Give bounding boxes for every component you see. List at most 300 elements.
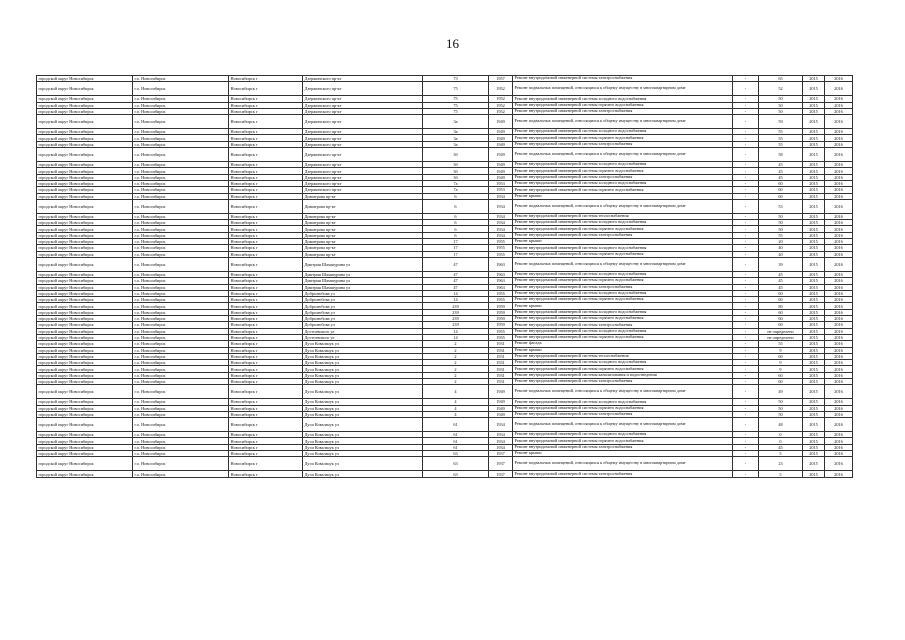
cell-work-type: Ремонт фасада — [513, 341, 733, 347]
cell-year: 1963 — [489, 271, 513, 277]
cell-city: Новосибирск г — [229, 444, 303, 450]
cell-year: 1949 — [489, 411, 513, 417]
cell-house: 2 — [423, 353, 489, 359]
cell-municipality: г.о. Новосибирск — [133, 135, 229, 141]
cell-year: 1952 — [489, 108, 513, 114]
cell-okrug: городской округ Новосибирск — [37, 303, 133, 309]
cell-work-type: Ремонт внутридомовой инженерной системы холодного водоснабжения — [513, 220, 733, 226]
cell-cost: 60 — [759, 316, 803, 322]
cell-municipality: г.о. Новосибирск — [133, 148, 229, 162]
cell-year-start: 2015 — [803, 239, 825, 245]
cell-street: Димитрова пр-кт — [303, 245, 423, 251]
cell-year-end: 2016 — [825, 174, 853, 180]
cell-city: Новосибирск г — [229, 148, 303, 162]
cell-okrug: городской округ Новосибирск — [37, 115, 133, 129]
cell-cost: 0 — [759, 432, 803, 438]
cell-year-start: 2015 — [803, 135, 825, 141]
cell-year-end: 2016 — [825, 220, 853, 226]
cell-street: Дзержинского пр-кт — [303, 96, 423, 102]
cell-year-start: 2015 — [803, 334, 825, 340]
cell-dash: - — [733, 278, 759, 284]
cell-dash: - — [733, 232, 759, 238]
cell-cost: 55 — [759, 129, 803, 135]
cell-dash: - — [733, 220, 759, 226]
cell-year-end: 2016 — [825, 135, 853, 141]
cell-okrug: городской округ Новосибирск — [37, 257, 133, 271]
cell-street: Достоевского ул — [303, 334, 423, 340]
cell-city: Новосибирск г — [229, 297, 303, 303]
cell-cost: 45 — [759, 271, 803, 277]
cell-year: 1955 — [489, 239, 513, 245]
cell-city: Новосибирск г — [229, 168, 303, 174]
cell-city: Новосибирск г — [229, 239, 303, 245]
cell-year-start: 2015 — [803, 378, 825, 384]
cell-city: Новосибирск г — [229, 385, 303, 399]
cell-street: Дзержинского пр-кт — [303, 76, 423, 82]
cell-house: 3а — [423, 141, 489, 147]
cell-work-type: Ремонт внутридомовой инженерной системы электроснабжения — [513, 174, 733, 180]
cell-year-end: 2016 — [825, 245, 853, 251]
table-row — [37, 115, 853, 129]
cell-house: 6 — [423, 232, 489, 238]
cell-dash: - — [733, 135, 759, 141]
cell-city: Новосибирск г — [229, 199, 303, 213]
cell-work-type: Ремонт внутридомовой инженерной системы холодного водоснабжения — [513, 399, 733, 405]
cell-house: 75 — [423, 82, 489, 96]
cell-street: Дзержинского пр-кт — [303, 115, 423, 129]
cell-okrug: городской округ Новосибирск — [37, 290, 133, 296]
cell-year: 1953 — [489, 180, 513, 186]
cell-year: 1949 — [489, 129, 513, 135]
cell-dash: - — [733, 297, 759, 303]
cell-municipality: г.о. Новосибирск — [133, 239, 229, 245]
cell-year: 1931 — [489, 360, 513, 366]
cell-work-type: Ремонт внутридомовой инженерной системы холодного водоснабжения — [513, 162, 733, 168]
cell-house: 14 — [423, 290, 489, 296]
cell-dash: - — [733, 239, 759, 245]
cell-municipality: г.о. Новосибирск — [133, 278, 229, 284]
cell-okrug: городской округ Новосибирск — [37, 444, 133, 450]
cell-municipality: г.о. Новосибирск — [133, 193, 229, 199]
cell-street: Димитрова пр-кт — [303, 220, 423, 226]
cell-cost: 55 — [759, 341, 803, 347]
cell-cost: 60 — [759, 372, 803, 378]
cell-year-start: 2015 — [803, 162, 825, 168]
cell-city: Новосибирск г — [229, 322, 303, 328]
cell-street: Дуси Ковальчук ул — [303, 347, 423, 353]
cell-dash: - — [733, 226, 759, 232]
cell-okrug: городской округ Новосибирск — [37, 108, 133, 114]
cell-city: Новосибирск г — [229, 471, 303, 477]
cell-cost: 9 — [759, 360, 803, 366]
cell-cost: 65 — [759, 76, 803, 82]
cell-okrug: городской округ Новосибирск — [37, 76, 133, 82]
cell-dash: - — [733, 372, 759, 378]
cell-municipality: г.о. Новосибирск — [133, 411, 229, 417]
cell-work-type: Ремонт внутридомовой инженерной системы горячего водоснабжения — [513, 102, 733, 108]
cell-year-end: 2016 — [825, 199, 853, 213]
cell-cost: 80 — [759, 303, 803, 309]
cell-cost: 45 — [759, 174, 803, 180]
cell-okrug: городской округ Новосибирск — [37, 341, 133, 347]
cell-municipality: г.о. Новосибирск — [133, 418, 229, 432]
cell-work-type: Ремонт внутридомовой инженерной системы горячего водоснабжения — [513, 334, 733, 340]
cell-year-end: 2016 — [825, 226, 853, 232]
cell-work-type: Ремонт внутридомовой инженерной системы горячего водоснабжения — [513, 316, 733, 322]
cell-year: 1931 — [489, 366, 513, 372]
cell-year: 1934 — [489, 226, 513, 232]
cell-year-start: 2015 — [803, 271, 825, 277]
cell-street: Димитрова пр-кт — [303, 239, 423, 245]
cell-year-end: 2016 — [825, 411, 853, 417]
cell-city: Новосибирск г — [229, 220, 303, 226]
cell-cost: 5 — [759, 451, 803, 457]
cell-municipality: г.о. Новосибирск — [133, 303, 229, 309]
cell-city: Новосибирск г — [229, 135, 303, 141]
cell-cost: 45 — [759, 444, 803, 450]
cell-municipality: г.о. Новосибирск — [133, 457, 229, 471]
cell-year: 1959 — [489, 322, 513, 328]
cell-okrug: городской округ Новосибирск — [37, 180, 133, 186]
cell-house: 7а — [423, 187, 489, 193]
cell-work-type: Ремонт внутридомовой инженерной системы холодного водоснабжения — [513, 290, 733, 296]
cell-house: 3б — [423, 174, 489, 180]
cell-year: 1953 — [489, 187, 513, 193]
cell-municipality: г.о. Новосибирск — [133, 220, 229, 226]
cell-cost: 50 — [759, 102, 803, 108]
cell-work-type: Ремонт внутридомовой инженерной системы горячего водоснабжения — [513, 366, 733, 372]
cell-year-start: 2015 — [803, 76, 825, 82]
cell-municipality: г.о. Новосибирск — [133, 226, 229, 232]
cell-year: 1934 — [489, 220, 513, 226]
cell-dash: - — [733, 96, 759, 102]
cell-house: 2 — [423, 378, 489, 384]
cell-dash: - — [733, 366, 759, 372]
cell-cost: 50 — [759, 96, 803, 102]
cell-municipality: г.о. Новосибирск — [133, 168, 229, 174]
cell-work-type: Ремонт подвальных помещений, относящихся к общему имуществу в многоквартирном доме — [513, 457, 733, 471]
cell-house: 47 — [423, 284, 489, 290]
cell-house: 75 — [423, 108, 489, 114]
cell-okrug: городской округ Новосибирск — [37, 451, 133, 457]
cell-street: Дзержинского пр-кт — [303, 135, 423, 141]
cell-house: 239 — [423, 316, 489, 322]
cell-work-type: Ремонт внутридомовой инженерной системы электроснабжения — [513, 284, 733, 290]
cell-dash: - — [733, 353, 759, 359]
cell-cost: 55 — [759, 232, 803, 238]
cell-municipality: г.о. Новосибирск — [133, 162, 229, 168]
cell-okrug: городской округ Новосибирск — [37, 438, 133, 444]
cell-year: 1949 — [489, 399, 513, 405]
cell-year: 1931 — [489, 378, 513, 384]
cell-okrug: городской округ Новосибирск — [37, 239, 133, 245]
cell-year: 1955 — [489, 251, 513, 257]
cell-municipality: г.о. Новосибирск — [133, 284, 229, 290]
cell-year-end: 2016 — [825, 284, 853, 290]
cell-okrug: городской округ Новосибирск — [37, 471, 133, 477]
cell-street: Дуси Ковальчук ул — [303, 353, 423, 359]
cell-okrug: городской округ Новосибирск — [37, 213, 133, 219]
cell-year-start: 2015 — [803, 385, 825, 399]
cell-work-type: Ремонт внутридомовой инженерной системы электроснабжения — [513, 471, 733, 477]
cell-house: 2 — [423, 372, 489, 378]
cell-year-start: 2015 — [803, 290, 825, 296]
cell-street: Дзержинского пр-кт — [303, 187, 423, 193]
cell-year: 1955 — [489, 245, 513, 251]
cell-street: Добролюбова ул — [303, 297, 423, 303]
cell-dash: - — [733, 328, 759, 334]
cell-year-start: 2015 — [803, 303, 825, 309]
cell-year-start: 2015 — [803, 180, 825, 186]
cell-cost: 40 — [759, 245, 803, 251]
cell-house: 2 — [423, 366, 489, 372]
cell-cost: 60 — [759, 187, 803, 193]
cell-year: 1934 — [489, 213, 513, 219]
cell-year-end: 2016 — [825, 471, 853, 477]
cell-house: 4 — [423, 405, 489, 411]
cell-cost: 60 — [759, 297, 803, 303]
cell-street: Дуси Ковальчук ул — [303, 451, 423, 457]
cell-cost: 55 — [759, 141, 803, 147]
cell-street: Дмитрия Шамшурина ул — [303, 271, 423, 277]
cell-year-start: 2015 — [803, 418, 825, 432]
cell-city: Новосибирск г — [229, 162, 303, 168]
cell-street: Дзержинского пр-кт — [303, 108, 423, 114]
cell-year-start: 2015 — [803, 257, 825, 271]
cell-okrug: городской округ Новосибирск — [37, 102, 133, 108]
cell-okrug: городской округ Новосибирск — [37, 316, 133, 322]
cell-house: 2 — [423, 347, 489, 353]
cell-house: 61 — [423, 418, 489, 432]
cell-street: Дуси Ковальчук ул — [303, 360, 423, 366]
cell-city: Новосибирск г — [229, 328, 303, 334]
cell-okrug: городской округ Новосибирск — [37, 168, 133, 174]
cell-municipality: г.о. Новосибирск — [133, 96, 229, 102]
cell-dash: - — [733, 334, 759, 340]
cell-year-end: 2016 — [825, 438, 853, 444]
cell-year-end: 2016 — [825, 328, 853, 334]
cell-municipality: г.о. Новосибирск — [133, 366, 229, 372]
cell-dash: - — [733, 180, 759, 186]
cell-year-end: 2016 — [825, 385, 853, 399]
cell-year-end: 2016 — [825, 257, 853, 271]
cell-year: 1937 — [489, 457, 513, 471]
cell-okrug: городской округ Новосибирск — [37, 199, 133, 213]
cell-okrug: городской округ Новосибирск — [37, 162, 133, 168]
cell-year-start: 2015 — [803, 220, 825, 226]
cell-street: Дуси Ковальчук ул — [303, 444, 423, 450]
cell-city: Новосибирск г — [229, 372, 303, 378]
cell-year-start: 2015 — [803, 341, 825, 347]
cell-house: 63 — [423, 471, 489, 477]
cell-year: 1937 — [489, 451, 513, 457]
cell-municipality: г.о. Новосибирск — [133, 187, 229, 193]
cell-dash: - — [733, 360, 759, 366]
cell-street: Димитрова пр-кт — [303, 213, 423, 219]
cell-street: Дуси Ковальчук ул — [303, 399, 423, 405]
cell-street: Добролюбова ул — [303, 309, 423, 315]
cell-dash: - — [733, 451, 759, 457]
cell-year-end: 2016 — [825, 271, 853, 277]
cell-dash: - — [733, 102, 759, 108]
cell-year: 1949 — [489, 141, 513, 147]
cell-house: 14 — [423, 334, 489, 340]
cell-cost: 50 — [759, 399, 803, 405]
cell-municipality: г.о. Новосибирск — [133, 309, 229, 315]
cell-street: Дмитрия Шамшурина ул — [303, 257, 423, 271]
cell-street: Дуси Ковальчук ул — [303, 432, 423, 438]
cell-work-type: Ремонт внутридомовой инженерной системы холодного водоснабжения — [513, 129, 733, 135]
cell-year-start: 2015 — [803, 168, 825, 174]
cell-year-start: 2015 — [803, 213, 825, 219]
cell-street: Дзержинского пр-кт — [303, 141, 423, 147]
cell-dash: - — [733, 471, 759, 477]
cell-work-type: Ремонт внутридомовой инженерной системы горячего водоснабжения — [513, 278, 733, 284]
cell-year-end: 2016 — [825, 353, 853, 359]
cell-cost: 60 — [759, 180, 803, 186]
cell-street: Дзержинского пр-кт — [303, 180, 423, 186]
cell-year: 1949 — [489, 385, 513, 399]
cell-work-type: Ремонт крыши — [513, 193, 733, 199]
cell-year-end: 2016 — [825, 239, 853, 245]
cell-municipality: г.о. Новосибирск — [133, 451, 229, 457]
cell-year-end: 2016 — [825, 303, 853, 309]
cell-municipality: г.о. Новосибирск — [133, 141, 229, 147]
cell-dash: - — [733, 245, 759, 251]
cell-municipality: г.о. Новосибирск — [133, 322, 229, 328]
cell-dash: - — [733, 271, 759, 277]
table-row — [37, 148, 853, 162]
cell-house: 6 — [423, 226, 489, 232]
cell-work-type: Ремонт внутридомовой инженерной системы канализования и водоотведения — [513, 372, 733, 378]
cell-municipality: г.о. Новосибирск — [133, 82, 229, 96]
cell-city: Новосибирск г — [229, 82, 303, 96]
cell-municipality: г.о. Новосибирск — [133, 399, 229, 405]
cell-cost: 50 — [759, 226, 803, 232]
cell-work-type: Ремонт внутридомовой инженерной системы теплоснабжения — [513, 353, 733, 359]
cell-year-end: 2016 — [825, 360, 853, 366]
cell-street: Дуси Ковальчук ул — [303, 372, 423, 378]
cell-work-type: Ремонт внутридомовой инженерной системы электроснабжения — [513, 108, 733, 114]
cell-year-end: 2016 — [825, 232, 853, 238]
cell-year: 1959 — [489, 316, 513, 322]
cell-dash: - — [733, 444, 759, 450]
cell-city: Новосибирск г — [229, 226, 303, 232]
cell-year: 1931 — [489, 341, 513, 347]
cell-work-type: Ремонт внутридомовой инженерной системы горячего водоснабжения — [513, 405, 733, 411]
cell-okrug: городской округ Новосибирск — [37, 399, 133, 405]
cell-year-start: 2015 — [803, 360, 825, 366]
cell-dash: - — [733, 316, 759, 322]
cell-okrug: городской округ Новосибирск — [37, 411, 133, 417]
cell-city: Новосибирск г — [229, 334, 303, 340]
cell-okrug: городской округ Новосибирск — [37, 245, 133, 251]
cell-city: Новосибирск г — [229, 278, 303, 284]
cell-okrug: городской округ Новосибирск — [37, 334, 133, 340]
cell-city: Новосибирск г — [229, 271, 303, 277]
cell-year-end: 2016 — [825, 213, 853, 219]
cell-okrug: городской округ Новосибирск — [37, 226, 133, 232]
cell-work-type: Ремонт подвальных помещений, относящихся к общему имуществу в многоквартирном доме — [513, 115, 733, 129]
cell-dash: - — [733, 418, 759, 432]
cell-year-start: 2015 — [803, 232, 825, 238]
cell-year: 1959 — [489, 303, 513, 309]
cell-work-type: Ремонт внутридомовой инженерной системы горячего водоснабжения — [513, 168, 733, 174]
cell-year: 1959 — [489, 309, 513, 315]
table-row — [37, 385, 853, 399]
cell-municipality: г.о. Новосибирск — [133, 257, 229, 271]
cell-cost: 52 — [759, 82, 803, 96]
cell-dash: - — [733, 290, 759, 296]
cell-cost: 23 — [759, 457, 803, 471]
cell-city: Новосибирск г — [229, 290, 303, 296]
table-row — [37, 418, 853, 432]
cell-dash: - — [733, 168, 759, 174]
cell-cost: 39 — [759, 257, 803, 271]
cell-cost: не определено — [759, 328, 803, 334]
cell-house: 2 — [423, 360, 489, 366]
cell-dash: - — [733, 213, 759, 219]
cell-city: Новосибирск г — [229, 360, 303, 366]
cell-okrug: городской округ Новосибирск — [37, 360, 133, 366]
cell-okrug: городской округ Новосибирск — [37, 271, 133, 277]
cell-dash: - — [733, 347, 759, 353]
cell-year-start: 2015 — [803, 284, 825, 290]
cell-municipality: г.о. Новосибирск — [133, 108, 229, 114]
cell-okrug: городской округ Новосибирск — [37, 141, 133, 147]
cell-house: 4 — [423, 411, 489, 417]
cell-city: Новосибирск г — [229, 96, 303, 102]
cell-cost: 9 — [759, 366, 803, 372]
cell-year-start: 2015 — [803, 251, 825, 257]
cell-work-type: Ремонт крыши — [513, 239, 733, 245]
cell-street: Дмитрия Шамшурина ул — [303, 278, 423, 284]
cell-year-start: 2015 — [803, 102, 825, 108]
cell-year-end: 2016 — [825, 148, 853, 162]
cell-work-type: Ремонт внутридомовой инженерной системы холодного водоснабжения — [513, 309, 733, 315]
cell-dash: - — [733, 411, 759, 417]
cell-dash: - — [733, 385, 759, 399]
cell-year-end: 2016 — [825, 316, 853, 322]
cell-municipality: г.о. Новосибирск — [133, 405, 229, 411]
cell-street: Дзержинского пр-кт — [303, 148, 423, 162]
cell-year-end: 2016 — [825, 115, 853, 129]
cell-work-type: Ремонт подвальных помещений, относящихся к общему имуществу в многоквартирном доме — [513, 199, 733, 213]
cell-year-start: 2015 — [803, 309, 825, 315]
cell-municipality: г.о. Новосибирск — [133, 76, 229, 82]
cell-work-type: Ремонт подвальных помещений, относящихся к общему имуществу в многоквартирном доме — [513, 418, 733, 432]
cell-dash: - — [733, 162, 759, 168]
cell-house: 7а — [423, 180, 489, 186]
cell-cost: 48 — [759, 418, 803, 432]
cell-dash: - — [733, 432, 759, 438]
cell-okrug: городской округ Новосибирск — [37, 148, 133, 162]
cell-year-end: 2016 — [825, 168, 853, 174]
cell-okrug: городской округ Новосибирск — [37, 297, 133, 303]
cell-work-type: Ремонт внутридомовой инженерной системы электроснабжения — [513, 444, 733, 450]
cell-year: 1949 — [489, 174, 513, 180]
cell-city: Новосибирск г — [229, 193, 303, 199]
cell-cost: 45 — [759, 278, 803, 284]
cell-city: Новосибирск г — [229, 411, 303, 417]
cell-street: Дмитрия Шамшурина ул — [303, 284, 423, 290]
cell-year-start: 2015 — [803, 347, 825, 353]
cell-year-start: 2015 — [803, 82, 825, 96]
cell-year-end: 2016 — [825, 347, 853, 353]
cell-year: 1937 — [489, 471, 513, 477]
cell-year-start: 2015 — [803, 187, 825, 193]
cell-year-start: 2015 — [803, 457, 825, 471]
